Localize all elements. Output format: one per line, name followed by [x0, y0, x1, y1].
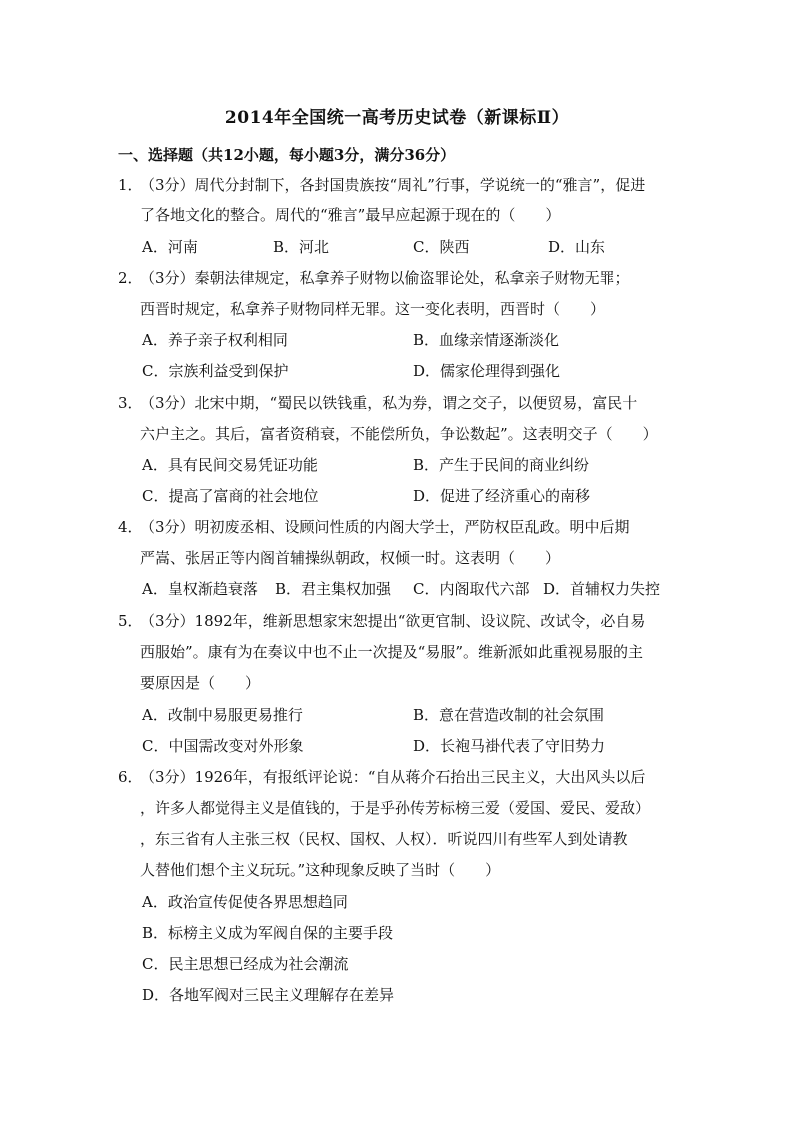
option-b: B．意在营造改制的社会氛围	[413, 706, 605, 724]
option-a: A．具有民间交易凭证功能	[142, 456, 318, 474]
question-text-line: 六户主之。其后，富者资稍衰，不能偿所负，争讼数起”。这表明交子（ ）	[140, 425, 658, 443]
option-b: B．产生于民间的商业纠纷	[413, 456, 590, 474]
option-b: B．君主集权加强	[275, 580, 392, 598]
option-c: C．宗族利益受到保护	[142, 362, 289, 380]
question-text-line: 西晋时规定，私拿养子财物同样无罪。这一变化表明，西晋时（ ）	[140, 300, 606, 318]
question-number: 6．	[118, 768, 143, 786]
question-text-line: ，东三省有人主张三权（民权、国权、人权）．听说四川有些军人到处请教	[140, 830, 628, 848]
question-text-line: （3分）明初废丞相、设顾问性质的内阁大学士，严防权臣乱政。明中后期	[140, 518, 630, 536]
question-text-line: 西服始”。康有为在奏议中也不止一次提及“易服”。维新派如此重视易服的主	[140, 643, 644, 661]
option-d: D．儒家伦理得到强化	[413, 362, 561, 380]
option-c: C．中国需改变对外形象	[142, 737, 304, 755]
question-number: 2．	[118, 269, 143, 287]
question-number: 5．	[118, 612, 143, 630]
option-a: A．养子亲子权利相同	[142, 331, 288, 349]
question-text-line: （3分）1926年，有报纸评论说：“自从蒋介石抬出三民主义，大出风头以后	[140, 768, 646, 786]
question-text-line: 严嵩、张居正等内阁首辅操纵朝政，权倾一时。这表明（ ）	[140, 549, 561, 567]
option-d: D．长袍马褂代表了守旧势力	[413, 737, 606, 755]
section-heading: 一、选择题（共12小题，每小题3分，满分36分）	[118, 146, 456, 164]
option-d: D．促进了经济重心的南移	[413, 487, 591, 505]
option-c: C．内阁取代六部	[413, 580, 530, 598]
option-c: C．提高了富商的社会地位	[142, 487, 319, 505]
question-text-line: （3分）北宋中期，“蜀民以铁钱重，私为券，谓之交子，以便贸易，富民十	[140, 394, 638, 412]
question-number: 4．	[118, 518, 143, 536]
option-a: A．改制中易服更易推行	[142, 706, 303, 724]
option-d: D．各地军阀对三民主义理解存在差异	[142, 986, 395, 1004]
option-b: B．标榜主义成为军阀自保的主要手段	[142, 924, 394, 942]
option-c: C．陕西	[413, 238, 470, 256]
option-b: B．河北	[273, 238, 330, 256]
question-text-line: （3分）周代分封制下，各封国贵族按“周礼”行事，学说统一的“雅言”，促进	[140, 176, 646, 194]
question-text-line: 了各地文化的整合。周代的“雅言”最早应起源于现在的（ ）	[140, 206, 561, 224]
question-text-line: （3分）秦朝法律规定，私拿养子财物以偷盗罪论处，私拿亲子财物无罪；	[140, 269, 630, 287]
option-d: D．山东	[548, 238, 606, 256]
question-number: 3．	[118, 394, 143, 412]
option-d: D．首辅权力失控	[543, 580, 661, 598]
question-number: 1．	[118, 176, 143, 194]
option-a: A．皇权渐趋衰落	[142, 580, 258, 598]
option-a: A．河南	[142, 238, 198, 256]
option-c: C．民主思想已经成为社会潮流	[142, 955, 349, 973]
option-a: A．政治宣传促使各界思想趋同	[142, 893, 348, 911]
question-text-line: （3分）1892年，维新思想家宋恕提出“欲更官制、设议院、改试令，必自易	[140, 612, 646, 630]
question-text-line: 人替他们想个主义玩玩。”这种现象反映了当时（ ）	[140, 861, 501, 879]
question-text-line: ，许多人都觉得主义是值钱的，于是乎孙传芳标榜三爱（爱国、爱民、爱敌）	[140, 799, 651, 817]
option-b: B．血缘亲情逐渐淡化	[413, 331, 560, 349]
question-text-line: 要原因是（ ）	[140, 674, 261, 692]
page-title: 2014年全国统一高考历史试卷（新课标Ⅱ）	[224, 108, 570, 128]
